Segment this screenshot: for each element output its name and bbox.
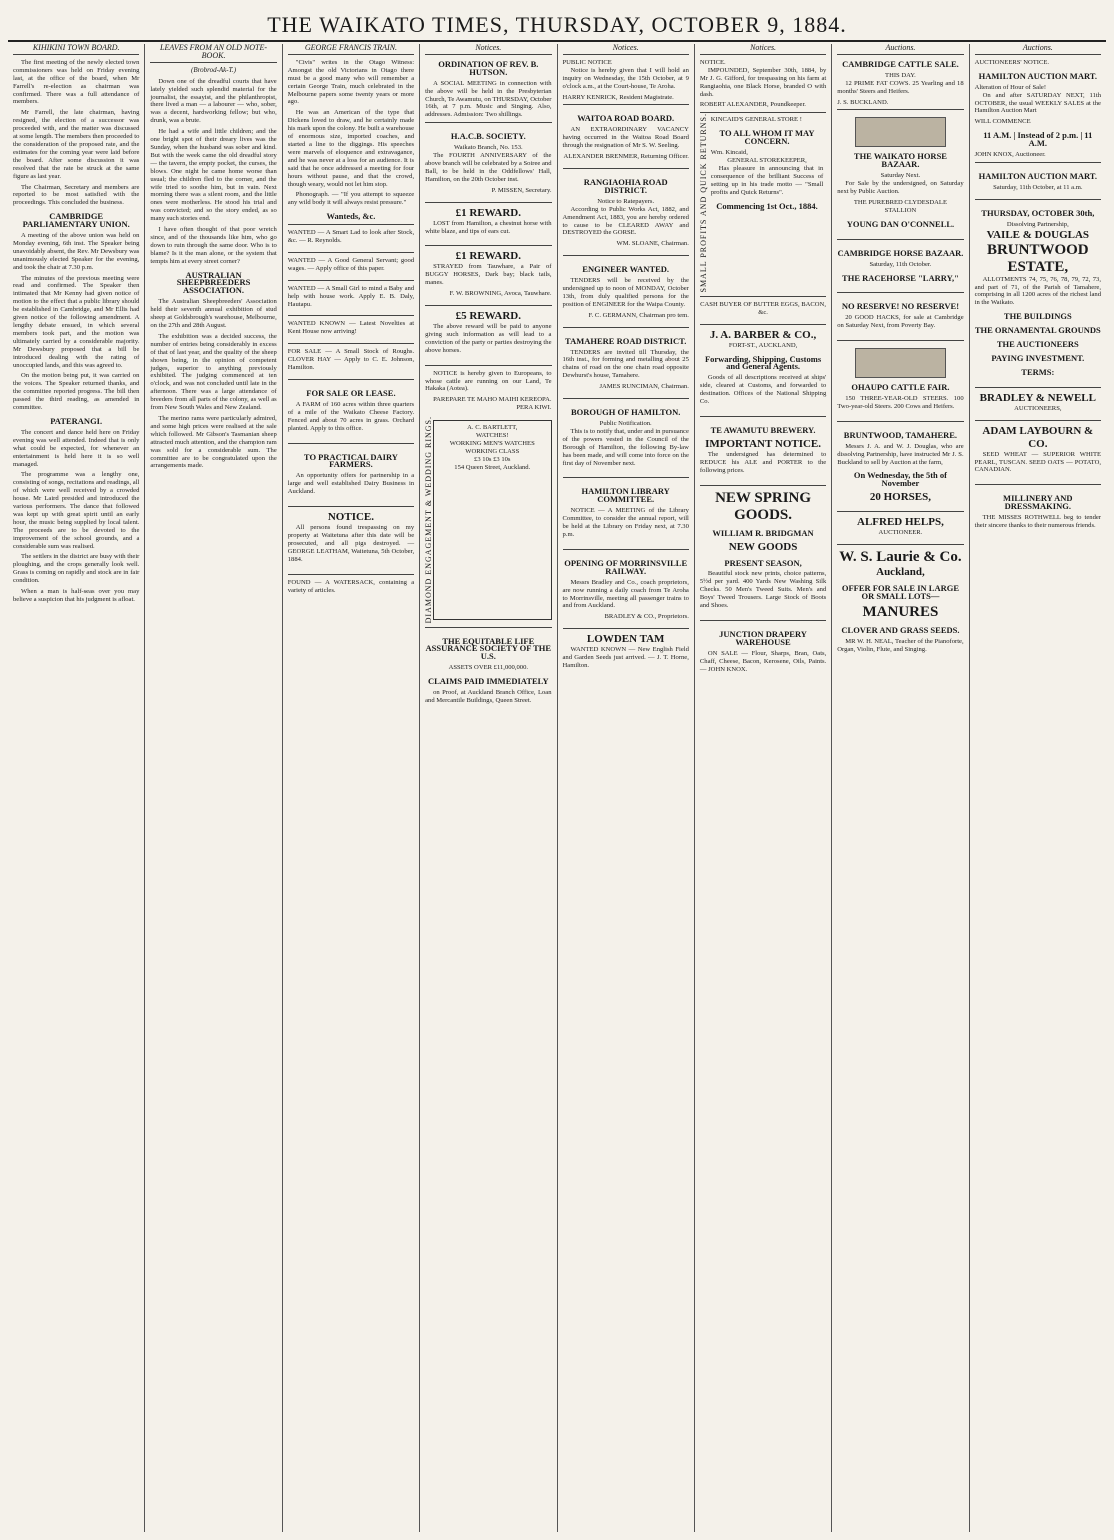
firm-name: J. A. BARBER & CO., (709, 328, 817, 341)
column-3 (283, 44, 420, 1532)
article-paragraph: A meeting of the above union was held on Monday evening, 6th inst. The Speaker being unavoidably absent, the Rev. Mr Dewsbury was unanimously elected Speaker for the evening, and took the chair at 7.30 p.m. (13, 232, 140, 271)
merchant-name: Wm. Kincaid, (710, 149, 748, 157)
notice-text: This is to notify that, under and in pursuance of the powers vested in the Council of the Borough of Hamilton, the following By-law has been made, and will come into force on the first day of November next. (562, 427, 689, 467)
section-subheading: THE BUILDINGS (1003, 311, 1072, 322)
auction-date: On Wednesday, the 5th of November (853, 470, 947, 489)
auction-heading: NO RESERVE! NO RESERVE! (841, 301, 960, 312)
auction-heading: CAMBRIDGE CATTLE SALE. (842, 58, 959, 69)
notice-signature: F. C. GERMANN, Chairman pro tem. (588, 311, 689, 319)
auction-time: 11 A.M. | Instead of 2 p.m. | 11 A.M. (983, 130, 1093, 149)
notice-signature: ROBERT ALEXANDER, Poundkeeper. (699, 101, 806, 109)
notice (563, 104, 689, 165)
auction-heading: THE WAIKATO HORSE BAZAAR. (853, 151, 947, 170)
notice-subheading: Public Notification. (599, 420, 652, 427)
auction (837, 544, 963, 661)
reward-heading: £5 REWARD. (455, 310, 522, 323)
product-heading: CLOVER AND GRASS SEEDS. (841, 625, 960, 635)
notice-signature: JAMES RUNCIMAN, Chairman. (599, 383, 689, 391)
notice-subheading: Waikato Branch, No. 153. (453, 144, 523, 152)
notice (425, 122, 551, 198)
auction-heading: BRUNTWOOD, TAMAHERE. (843, 429, 958, 440)
notice-text: LOST from Hamilton, a chestnut horse with white blaze, and tips of ears cut. (425, 219, 552, 235)
notice (700, 620, 826, 681)
notice-text: ON SALE — Flour, Sharps, Bran, Oats, Chaff, Cheese, Bacon, Kerosene, Oils, Paints. — JOHN KNOX. (699, 649, 827, 673)
firm-name: ADAM LAYBOURN & CO. (982, 424, 1094, 450)
auction-text: 20 GOOD HACKS, for sale at Cambridge on Saturday Next, from Poverty Bay. (837, 314, 964, 330)
notice-heading: TO ALL WHOM IT MAY CONCERN. (719, 128, 815, 147)
notice-heading: NEW GOODS (728, 540, 798, 553)
notice (425, 627, 551, 712)
section-heading: Auctions. (837, 44, 963, 55)
auction-subheading: Saturday, 11th October. (869, 260, 932, 268)
watch-price: £3 10s £3 10s (474, 455, 511, 463)
notice-signature: PAREPARE TE MAHO MAIHI KEREOPA. PERA KIWI. (433, 396, 552, 412)
section-subheading: PAYING INVESTMENT. (991, 352, 1085, 363)
auction-heading: MILLINERY AND DRESSMAKING. (1003, 493, 1073, 512)
section-subheading: THE ORNAMENTAL GROUNDS (974, 325, 1101, 336)
article-paragraph: The concert and dance held here on Friday evening was well attended. Indeed that is only what could be expected, for whenever an entertainment is held here it is so well managed. (13, 428, 140, 468)
section-heading: LEAVES FROM AN OLD NOTE-BOOK. (150, 44, 276, 63)
notice (425, 202, 551, 243)
column-1 (8, 44, 145, 1532)
article-paragraph: Down one of the dreadful courts that have lately yielded such splendid material for the journalist, the essayist, and the philanthropist, there lived a man — a labourer — who, sober, was a decent, hardworking fellow; but who, drunk, was a brute. (150, 77, 277, 125)
auction (837, 109, 963, 235)
horse-engraving (855, 117, 945, 147)
article-paragraph: He was an American of the type that Dickens loved to draw, and he certainly made his mark upon the colony. He built a warehouse of enormous size, imported coaches, and started a line to the diggings. His speeches were marvels of eloquence and extravagance, and he was never at a loss for an audience. It is said that he once addressed a meeting for four hours without pause, and that the crowd, though weary, would not let him stop. (287, 109, 415, 188)
firm-offer: OFFER FOR SALE IN LARGE OR SMALL LOTS— (841, 583, 959, 602)
notice-subheading: IMPORTANT NOTICE. (705, 437, 822, 450)
article-paragraph: "Civis" writes in the Otago Witness: Amongst the old Victorians in Otago there must be a good many who will remember a certain George Train, much celebrated in the Melbourne papers some twenty years or more ago. (287, 58, 415, 106)
watch-heading: WORKING CLASS (465, 447, 520, 455)
notice-heading: H.A.C.B. SOCIETY. (450, 131, 526, 142)
classified-ad (288, 443, 414, 504)
reward-heading: £1 REWARD. (455, 206, 522, 219)
notice (700, 416, 826, 482)
notice (425, 245, 551, 302)
watch-ad-box (433, 420, 551, 619)
notice-heading: PUBLIC NOTICE (562, 58, 612, 66)
auction-signature: J. S. BUCKLAND. (837, 98, 889, 106)
classified-ad: WANTED KNOWN — Latest Novelties at Kent House now arriving! (288, 315, 414, 340)
auction-heading: AUCTIONEERS' NOTICE. (974, 58, 1050, 66)
store-name: KINCAID'S GENERAL STORE ! (710, 116, 802, 124)
notice-text: TENDERS will be received by the undersigned up to noon of MONDAY, October 13th, from duly qualified persons for the position of ENGINEER for the Waipa County. (562, 277, 689, 308)
auction (975, 387, 1101, 417)
side-text: DIAMOND ENGAGEMENT & WEDDING RINGS. (424, 416, 434, 624)
notice-signature: HARRY KENRICK, Resident Magistrate. (562, 93, 674, 101)
notice-heading: OPENING OF MORRINSVILLE RAILWAY. (564, 557, 688, 576)
notice-signature: P. MISSEN, Secretary. (491, 186, 552, 194)
auction-text: SEED WHEAT — SUPERIOR WHITE PEARL, TUSCAN. SEED OATS — POTATO, CANADIAN. (974, 450, 1101, 474)
notice: CASH BUYER OF BUTTER EGGS, BACON, &c. (700, 296, 826, 321)
notice-text: Has pleasure in announcing that in consequence of the brilliant Success of setting up in his trade motto — "Small profits and Quick Returns". (710, 164, 824, 196)
notice-text: NOTICE — A MEETING of the Library Committee, to consider the annual report, will be held at the Library on Friday next, at 7.30 p.m. (562, 507, 689, 538)
auction-subheading: Dissolving Partnership, (1006, 220, 1069, 228)
notice-text: AN EXTRAORDINARY VACANCY having occurred in the Waitoa Road Board through the resignation of Mr S. W. Seeling. (562, 126, 689, 150)
firm-name: BRADLEY & NEWELL (979, 391, 1096, 404)
notice-subheading: Notice to Ratepayers. (597, 197, 655, 205)
ad-text: An opportunity offers for partnership in a large and well established Dairy Business in Auckland. (287, 472, 415, 496)
article-paragraph: The exhibition was a decided success, the number of entries being considerably in excess of that of last year, and the quality of the sheep shown being, in the opinion of competent judges, superior to anything previously exhibited. The judging commenced at ten o'clock, and was not concluded until late in the afternoon. There was a large attendance of breeders from all parts of the colony, as well as from New South Wales and New Zealand. (150, 332, 277, 412)
store-ad-body (708, 113, 826, 293)
article-paragraph: Phonograph. — "If you attempt to squeeze any wild body it will always resist pressure." (287, 191, 415, 207)
notice-signature: BRADLEY & CO., Proprietors. (604, 613, 689, 621)
notice (563, 255, 689, 323)
notice (563, 398, 689, 474)
column-8 (970, 44, 1106, 1532)
notice-heading: HAMILTON LIBRARY COMMITTEE. (581, 486, 670, 505)
merchant-name: WILLIAM R. BRIDGMAN (712, 527, 814, 538)
notice-heading: TE AWAMUTU BREWERY. (710, 425, 816, 435)
watch-ad (425, 416, 551, 623)
notice-text: Messrs Bradley and Co., coach proprietors, are now running a daily coach from Te Aroha to Morrinsville, meeting all passenger trains to and from Auckland. (562, 578, 689, 610)
store-ad (700, 112, 826, 293)
article-paragraph: The minutes of the previous meeting were read and confirmed. The Speaker then intimated that Mr Kenny had given notice of motion to the effect that a public library should be established in Cambridge, and Mr Ellis had given notice of the following amendment. A lengthy debate ensued, in which several members took part, and the motion was ultimately carried by a considerable majority. Mr Dewsbury proposed that a bill be introduced dealing with the rating of unoccupied lands, and this was agreed to. (13, 274, 140, 369)
notice-heading: JUNCTION DRAPERY WAREHOUSE (719, 628, 807, 647)
auction-text: On and after SATURDAY NEXT, 11th OCTOBER, the usual WEEKLY SALES at the Hamilton Auction Mart (974, 91, 1101, 115)
auction-text: Messrs J. A. and W. J. Douglas, who are dissolving Partnership, have instructed Mr J. S. Buckland to sell by Auction at the farm, (837, 442, 964, 466)
notice (563, 327, 689, 395)
auction-lot: THE PUREBRED CLYDESDALE STALLION (853, 198, 947, 214)
opening-date: Commencing 1st Oct., 1884. (716, 200, 818, 211)
auction-text: 12 PRIME FAT COWS. 25 Yearling and 18 months' Steers and Heifers. (837, 79, 964, 95)
section-subheading: TERMS: (1021, 366, 1055, 377)
notice (700, 324, 826, 413)
section-heading: Notices. (563, 44, 689, 55)
firm-title: AUCTIONEERS, (1014, 404, 1062, 412)
auction-text: For Sale by the undersigned, on Saturday next by Public Auction. (837, 180, 964, 196)
auction (837, 239, 963, 290)
auction-heading: HAMILTON AUCTION MART. (978, 170, 1097, 181)
section-heading: KIHIKINI TOWN BOARD. (13, 44, 139, 55)
watch-address: 154 Queen Street, Auckland. (454, 463, 531, 471)
firm-name: VAILE & DOUGLAS (986, 228, 1090, 241)
notice-heading: BOROUGH OF HAMILTON. (570, 407, 681, 418)
notice (563, 168, 689, 252)
classified-ad: WANTED — A Smart Lad to look after Stock, &c. — R. Reynolds. (288, 224, 414, 249)
columns (8, 44, 1106, 1532)
notice-heading: WAITOA ROAD BOARD. (577, 113, 675, 124)
auction-text: THE MISSES ROTHWELL beg to tender their sincere thanks to their numerous friends. (974, 514, 1101, 530)
section-heading: Notices. (425, 44, 551, 55)
auction-subheading: Saturday Next. (880, 172, 921, 180)
classified-ad: WANTED — A Good General Servant; good wages. — Apply office of this paper. (288, 252, 414, 277)
notice-text: The FOURTH ANNIVERSARY of the above branch will be celebrated by a Soiree and Ball, to be held in the Oddfellows' Hall, Hamilton, on the 20th October inst. (425, 152, 552, 183)
estate-name: BRUNTWOOD ESTATE, (986, 241, 1089, 275)
auction (837, 421, 963, 508)
article-paragraph: I have often thought of that poor wretch since, and of the thousands like him, who go down to ruin through the same door. Who is to blame? Is it the man alone, or the system that tempts him at every street corner? (150, 226, 277, 265)
auction (837, 340, 963, 418)
product-heading: MANURES (862, 604, 939, 620)
auction-lot-name: YOUNG DAN O'CONNELL. (846, 218, 955, 229)
notice-heading: RANGIAOHIA ROAD DISTRICT. (583, 176, 668, 195)
auction (975, 199, 1101, 384)
notice-heading: ORDINATION OF REV. B. HUTSON. (438, 58, 539, 77)
notice-heading: NEW SPRING GOODS. (715, 489, 812, 523)
auction-subheading: THIS DAY. (885, 71, 916, 79)
notice-heading: THE EQUITABLE LIFE ASSURANCE SOCIETY OF THE U.S. (425, 635, 552, 662)
auction-text: ALLOTMENTS 74, 75, 76, 78, 79, 72, 73, and part of 71, of the Parish of Tamahere, comprising in all 1200 acres of the richest land in the Waikato. (974, 275, 1101, 307)
section-heading: Auctions. (975, 44, 1101, 55)
article-paragraph: On the motion being put, it was carried on the voices. The Speaker returned thanks, and the committee reported progress. The bill then passed the third reading, as amended in committee. (13, 372, 140, 412)
notice-text: STRAYED from Tauwhare, a Pair of BUGGY HORSES, Dark bay; black tails, manes. (425, 263, 552, 287)
watch-line: WORKING MEN'S WATCHES (449, 440, 535, 447)
notice-subheading: PRESENT SEASON, (724, 557, 802, 568)
auction (837, 292, 963, 337)
notice (563, 477, 689, 545)
ad-text: A FARM of 160 acres within three quarters of a mile of the Waikato Cheese Factory. Fenced and about 70 acres in grass. Orchard planted. Apply to this office. (287, 400, 415, 432)
notice-signature: F. W. BROWNING, Avoca, Tauwhare. (449, 290, 552, 298)
column-7 (832, 44, 969, 1532)
notice (563, 628, 689, 677)
auction-text: 150 THREE-YEAR-OLD STEERS. 100 Two-year-old Steers. 200 Cows and Heifers. (837, 395, 964, 410)
ad-heading: TO PRACTICAL DAIRY FARMERS. (303, 451, 398, 470)
article-heading: PATERANGI. (50, 415, 103, 426)
section-subheading: THE AUCTIONEERS (996, 339, 1079, 350)
notice-text: According to Public Works Act, 1882, and Amendment Act, 1883, you are hereby ordered to cause to be CLEARED AWAY and DESTROYED the GORSE. (562, 205, 689, 237)
auction (975, 420, 1101, 482)
column-2 (145, 44, 282, 1532)
auctioneer-name: ALFRED HELPS, (857, 516, 944, 529)
notice-subheading: ASSETS OVER £11,000,000. (448, 664, 529, 672)
notice (700, 485, 826, 617)
article-paragraph: The settlers in the district are busy with their ploughing, and the crops generally look well. Grass is coming on rapidly and stock are in fair condition. (13, 553, 140, 585)
classified-ad: WANTED — A Small Girl to mind a Baby and help with house work. Apply E. B. Daly, Hautapu. (288, 280, 414, 313)
firm-name: W. S. Laurie & Co. (839, 549, 962, 566)
firm-address: FORT-ST., AUCKLAND, (728, 341, 798, 349)
notice-text: The above reward will be paid to anyone giving such information as will lead to a conviction of the party or parties destroying the above horses. (425, 323, 552, 354)
watch-heading: WATCHES! (475, 432, 509, 440)
classified-ad (288, 379, 414, 440)
notice-text: Beautiful stock new prints, choice patterns, 5½d per yard. 400 Yards New Washing Silk Checks. 50 Men's Tweed Suits. Men's and Boys' Tweed Trousers. Large Stock of Boots and Shoes. (699, 570, 827, 610)
notice-heading: CLAIMS PAID IMMEDIATELY (427, 676, 549, 687)
notice-text: The undersigned has determined to REDUCE his ALE and PORTER to the following prices. (699, 450, 827, 474)
classified-ad: FOR SALE — A Small Stock of Roughs. CLOVER HAY — Apply to C. E. Johnson, Hamilton. (288, 343, 414, 376)
article-paragraph: The merino rams were particularly admired, and some high prices were realised at the sale which followed. Mr Gibson's Tasmanian sheep attracted much attention, and the champion ram was sold for a considerable sum. The committee are to be congratulated upon the arrangements made. (150, 414, 277, 470)
firm-city: Auckland, (876, 566, 925, 579)
notice (425, 365, 551, 417)
auction-heading: CAMBRIDGE HORSE BAZAAR. (837, 247, 964, 258)
classified-ad: FOUND — A WATERSACK, containing a variety of articles. (288, 574, 414, 599)
classified-ad (288, 506, 414, 571)
notice-text: Notice is hereby given that I will hold an inquiry on Wednesday, the 15th October, at 9 o'clock a.m., at the Court-house, Te Aroha. (562, 66, 689, 90)
reward-heading: £1 REWARD. (455, 250, 522, 263)
notice-heading: NOTICE. (699, 58, 726, 66)
notice-text: on Proof, at Auckland Branch Office, Loan and Mercantile Buildings, Queen Street. (425, 689, 552, 704)
article-paragraph: He had a wife and little children; and the one bright spot of their dreary lives was the Sunday, when the husband was sober and kind. But with the week came the old dreadful story — the tavern, the empty pocket, the curses, the blows. One night he came home worse than usual; the children fled to the corner, and the wife tried to soothe him, but in vain. Next morning there was a silent room, and the little ones were motherless. He stood his trial and was convicted; and so the story ended, as so many such stories end. (150, 128, 277, 223)
notice-signature: WM. SLOANE, Chairman. (616, 240, 689, 248)
side-text: SMALL PROFITS AND QUICK RETURNS. (698, 113, 708, 293)
masthead: THE WAIKATO TIMES, THURSDAY, OCTOBER 9, 1884. (8, 10, 1106, 42)
article-heading: Wanteds, &c. (326, 211, 376, 222)
ad-heading: NOTICE. (327, 511, 375, 524)
article-paragraph: Mr Farrell, the late chairman, having resigned, the election of a successor was proceeded with, and the matter was discussed at some length. The members then proceeded to the consideration of the proposed rate, and the estimates for the coming year were laid before the board. After some discussion it was resolved that the rate be struck at the same figure as last year. (13, 109, 140, 180)
article-paragraph: The Australian Sheepbreeders' Association held their seventh annual exhibition of stud sheep at Goldsbrough's warehouse, Melbourne, on the 27th and 28th August. (150, 298, 277, 329)
article-subheading: (Brobrod-Ak-T.) (191, 65, 237, 74)
auctioneer-title: AUCTIONEER. (878, 529, 923, 537)
notice-heading: ENGINEER WANTED. (582, 264, 670, 275)
notice-heading: LOWDEN TAM (586, 633, 665, 646)
alteration-heading: Alteration of Hour of Sale! (974, 83, 1047, 91)
article-paragraph: The Chairman, Secretary and members are reported to be most satisfied with the proceedings. This concluded the business. (13, 183, 140, 207)
notice-text: WANTED KNOWN — New English Field and Garden Seeds just arrived. — J. T. Horne, Hamilton. (562, 646, 689, 670)
column-4 (420, 44, 557, 1532)
notice-text: NOTICE is hereby given to Europeans, to whose cattle are running on our Land, Te Hakaka (Aotea). (425, 369, 552, 393)
auction-lot: 20 HORSES, (869, 491, 931, 504)
section-heading: GEORGE FRANCIS TRAIN. (288, 44, 414, 55)
section-heading: Notices. (700, 44, 826, 55)
column-6 (695, 44, 832, 1532)
auction-text: MR W. H. NEAL, Teacher of the Pianoforte, Organ, Violin, Flute, and Singing. (837, 637, 964, 653)
notice-text: IMPOUNDED, September 30th, 1884, by Mr J. G. Gifford, for trespassing on his farm at Rangiaohia, one Black Horse, branded O with dash. (699, 66, 827, 98)
ad-text: All persons found trespassing on my property at Waitetuna after this date will be prosecuted, and all pigs destroyed. — GEORGE LEATHAM, Waitetuna, 5th October, 1884. (287, 524, 415, 563)
auction-lot: THE RACEHORSE "LARRY," (842, 272, 959, 283)
auction (837, 511, 963, 541)
article-paragraph: The programme was a lengthy one, consisting of songs, recitations and readings, all of which were well received by a crowded house. Mr Laird presided and introduced the various performers. The dance that followed was kept up with great spirit until an early hour, the music being supplied by local talent. The proceeds are to be devoted to the improvement of the school grounds, and a considerable sum was realised. (13, 471, 140, 550)
notice-text: TENDERS are invited till Thursday, the 16th inst., for forming and metalling about 25 chains of road on the one chain road opposite Dewhurst's house, Tamahere. (562, 348, 689, 380)
merchant-title: GENERAL STOREKEEPER, (727, 156, 807, 164)
article-paragraph: When a man is half-seas over you may believe a suspicion that his judgment is afloat. (13, 588, 140, 603)
auction-signature: JOHN KNOX, Auctioneer. (974, 151, 1046, 159)
auction (975, 484, 1101, 537)
notice-heading: TAMAHERE ROAD DISTRICT. (565, 335, 687, 346)
article-paragraph: The first meeting of the newly elected town commissioners was held on Friday evening last, at the office of the board, when Mr Farrell's re-election as chairman was confirmed. There was a full attendance of members. (13, 58, 140, 106)
article-heading: AUSTRALIAN SHEEPBREEDERS ASSOCIATION. (176, 269, 251, 296)
notice-signature: ALEXANDER BRENMER, Returning Officer. (563, 153, 689, 161)
auction (975, 162, 1101, 196)
watchmaker-name: A. C. BARTLETT, (467, 424, 518, 432)
cattle-engraving (855, 348, 945, 378)
ad-heading: FOR SALE OR LEASE. (306, 388, 396, 398)
firm-services: Forwarding, Shipping, Customs and General Agents. (704, 353, 822, 372)
auction-date: THURSDAY, OCTOBER 30th, (981, 207, 1095, 218)
auction-subheading: WILL COMMENCE (974, 118, 1031, 126)
auction-heading: OHAUPO CATTLE FAIR. (851, 382, 950, 393)
notice-text: Goods of all descriptions received at ships' side, cleared at Customs, and forwarded to destination. Offices of the National Shipping Co. (699, 374, 827, 406)
auction-subheading: Saturday, 11th October, at 11 a.m. (993, 183, 1083, 191)
notice-text: A SOCIAL MEETING in connection with the above will be held in the Presbyterian Church, Te Awamutu, on THURSDAY, October 16th, at 7 p.m. Music and Singing. Also, addresses. Admission: Two shillings. (425, 79, 552, 119)
article-heading: CAMBRIDGE PARLIAMENTARY UNION. (22, 211, 130, 230)
notice (425, 305, 551, 362)
column-5 (558, 44, 695, 1532)
auction-subheading: HAMILTON AUCTION MART. (978, 70, 1097, 81)
notice (563, 549, 689, 625)
